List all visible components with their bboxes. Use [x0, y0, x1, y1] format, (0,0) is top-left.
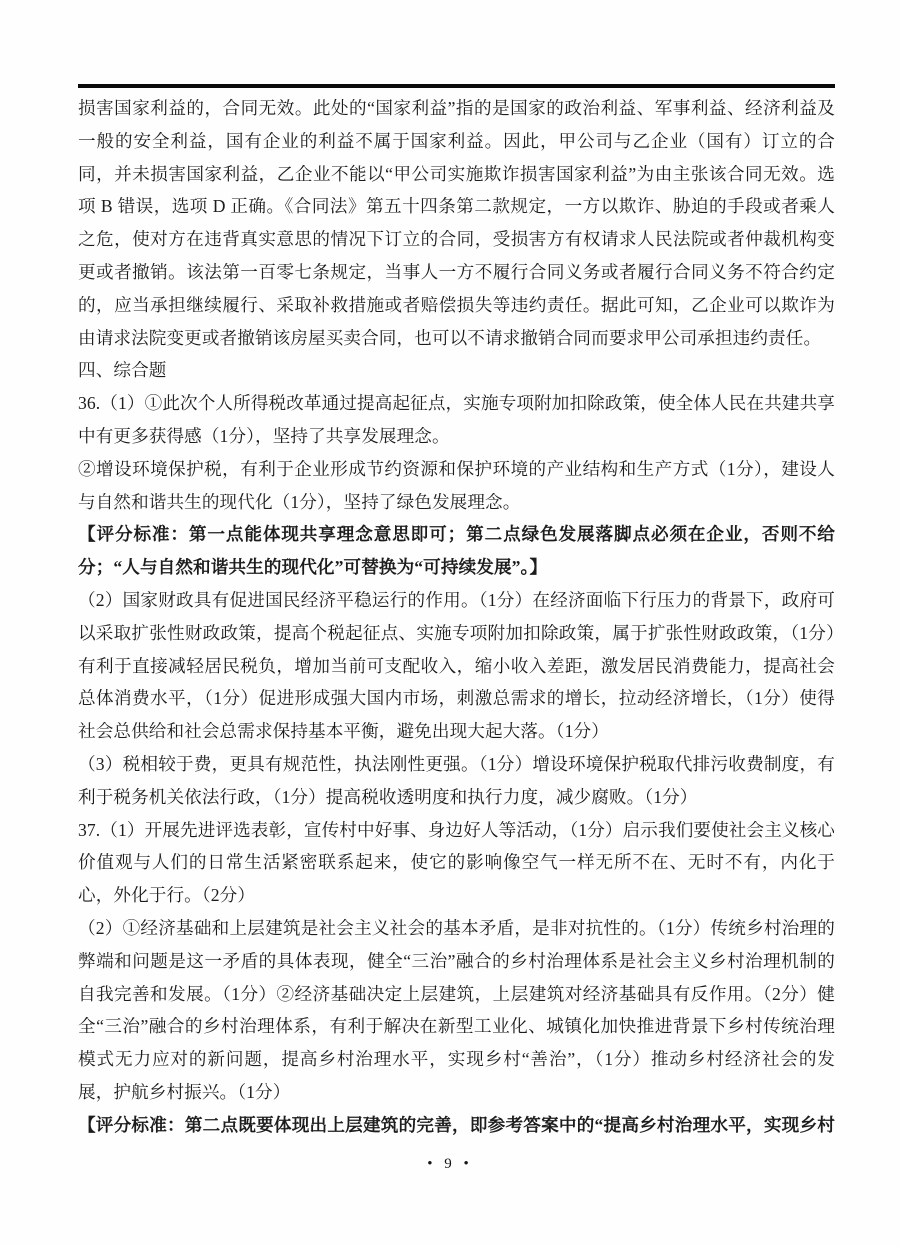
answer-37-2-paragraph: （2）①经济基础和上层建筑是社会主义社会的基本矛盾，是非对抗性的。（1分）传统乡村治理的弊端和问题是这一矛盾的具体表现，健全“三治”融合的乡村治理体系是社会主义乡村治理机制的自我完善和发展。（1分）②经济基础决定上层建筑，上层建筑对经济基础具有反作用。（2分）健全“三治”融合的乡村治理体系，有利于解决在新型工业化、城镇化加快推进背景下乡村传统治理模式无力应对的新问题，提高乡村治理水平，实现乡村“善治”，（1分）推动乡村经济社会的发展，护航乡村振兴。（1分）	[78, 917, 835, 1102]
answer-36-1-point-2-paragraph: ②增设环境保护税，有利于企业形成节约资源和保护环境的产业结构和生产方式（1分），建设人与自然和谐共生的现代化（1分），坚持了绿色发展理念。	[78, 458, 835, 512]
scoring-standard-37-paragraph: 【评分标准：第二点既要体现出上层建筑的完善，即参考答案中的“提高乡村治理水平，实现乡村	[78, 1114, 835, 1135]
answer-36-3-paragraph: （3）税相较于费，更具有规范性，执法刚性更强。（1分）增设环境保护税取代排污收费制度，有利于税务机关依法行政，（1分）提高税收透明度和执行力度，减少腐败。（1分）	[78, 753, 835, 807]
answer-36-1-point-1-paragraph: 36.（1）①此次个人所得税改革通过提高起征点，实施专项附加扣除政策，使全体人民在共建共享中有更多获得感（1分），坚持了共享发展理念。	[78, 393, 835, 446]
page-number: • 9 •	[427, 1156, 473, 1172]
document-body	[78, 84, 835, 1142]
answer-35-continuation-paragraph: 损害国家利益的，合同无效。此处的“国家利益”指的是国家的政治利益、军事利益、经济利益及一般的安全利益，国有企业的利益不属于国家利益。因此，甲公司与乙企业（国有）订立的合同，并未损害国家利益，乙企业不能以“甲公司实施欺诈损害国家利益”为由主张该合同无效。选项 B 错误，选项 D 正确。《合同法》第五十四条第二款规定，一方以欺诈、胁迫的手段或者乘人之危，使对方在违背真实意思的情况下订立的合同，受损害方有权请求人民法院或者仲裁机构变更或者撤销。该法第一百零七条规定，当事人一方不履行合同义务或者履行合同义务不符合约定的，应当承担继续履行、采取补救措施或者赔偿损失等违约责任。据此可知，乙企业可以欺诈为由请求法院变更或者撤销该房屋买卖合同，也可以不请求撤销合同而要求甲公司承担违约责任。	[78, 98, 835, 348]
scoring-standard-36-paragraph: 【评分标准：第一点能体现共享理念意思即可；第二点绿色发展落脚点必须在企业，否则不给分；“人与自然和谐共生的现代化”可替换为“可持续发展”。】	[78, 524, 835, 578]
answer-36-2-paragraph: （2）国家财政具有促进国民经济平稳运行的作用。（1分）在经济面临下行压力的背景下，政府可以采取扩张性财政政策，提高个税起征点、实施专项附加扣除政策，属于扩张性财政政策，（1分）有利于直接减轻居民税负，增加当前可支配收入，缩小收入差距，激发居民消费能力，提高社会总体消费水平，（1分）促进形成强大国内市场，刺激总需求的增长，拉动经济增长，（1分）使得社会总供给和社会总需求保持基本平衡，避免出现大起大落。（1分）	[78, 589, 835, 742]
answer-37-1-paragraph: 37.（1）开展先进评选表彰，宣传村中好事、身边好人等活动，（1分）启示我们要使社会主义核心价值观与人们的日常生活紧密联系起来，使它的影响像空气一样无所不在、无时不有，内化于心，外化于行。（2分）	[78, 819, 835, 906]
header-rule	[78, 84, 835, 88]
section-heading: 四、综合题	[78, 360, 167, 381]
